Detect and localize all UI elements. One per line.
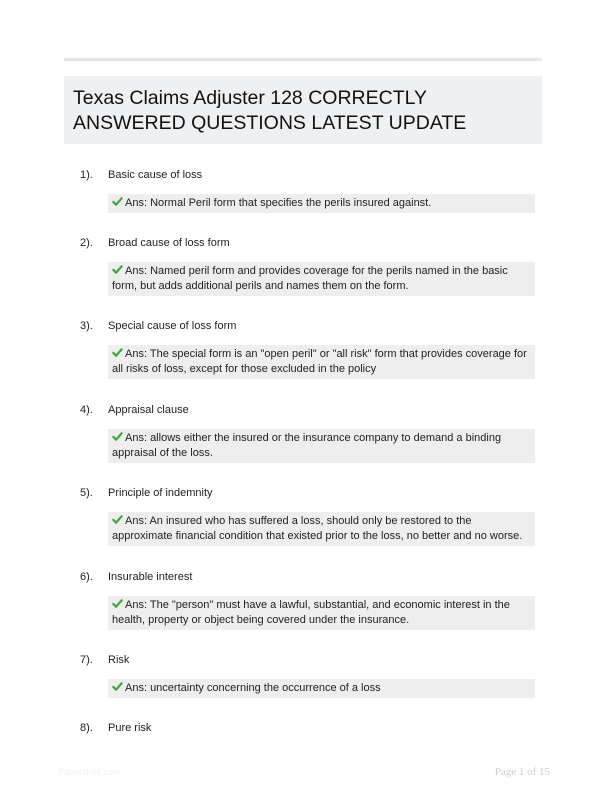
qa-item xyxy=(80,570,535,630)
answer-text: Ans: Normal Peril form that specifies the perils insured against. xyxy=(125,197,432,209)
qa-item xyxy=(80,486,535,546)
check-icon xyxy=(112,598,123,609)
question-number: 8). xyxy=(80,722,93,734)
question-row xyxy=(80,486,535,501)
question-row xyxy=(80,403,535,418)
question-number: 5). xyxy=(80,487,93,499)
answer-box xyxy=(108,345,535,379)
page-indicator: Page 1 of 15 xyxy=(494,766,550,778)
qa-item xyxy=(80,168,535,213)
question-text: Risk xyxy=(108,654,130,666)
answer-box xyxy=(108,429,535,463)
question-text: Special cause of loss form xyxy=(108,320,237,332)
answer-box xyxy=(108,262,535,296)
qa-item xyxy=(80,721,535,736)
document-title: Texas Claims Adjuster 128 CORRECTLY ANSWERED QUESTIONS LATEST UPDATE xyxy=(73,87,467,134)
answer-box xyxy=(108,679,535,698)
check-icon xyxy=(112,514,123,525)
question-number: 1). xyxy=(80,169,93,181)
check-icon xyxy=(112,264,123,275)
qa-item xyxy=(80,653,535,698)
question-number: 4). xyxy=(80,404,93,416)
question-number: 2). xyxy=(80,237,93,249)
question-row xyxy=(80,570,535,585)
check-icon xyxy=(112,431,123,442)
check-icon xyxy=(112,681,123,692)
answer-text: Ans: The special form is an "open peril" or "all risk" form that provides coverage for all risks of loss, except for those excluded in the policy xyxy=(112,348,527,375)
qa-item xyxy=(80,236,535,296)
question-text: Broad cause of loss form xyxy=(108,237,230,249)
question-row xyxy=(80,236,535,251)
qa-item xyxy=(80,403,535,463)
question-row xyxy=(80,168,535,183)
question-text: Appraisal clause xyxy=(108,404,189,416)
answer-box xyxy=(108,194,535,213)
check-icon xyxy=(112,347,123,358)
title-banner xyxy=(64,76,542,144)
question-text: Insurable interest xyxy=(108,571,193,583)
question-text: Pure risk xyxy=(108,722,152,734)
question-text: Principle of indemnity xyxy=(108,487,213,499)
qa-item xyxy=(80,319,535,379)
check-icon xyxy=(112,196,123,207)
question-number: 3). xyxy=(80,320,93,332)
question-number: 6). xyxy=(80,571,93,583)
answer-box xyxy=(108,596,535,630)
answer-box xyxy=(108,512,535,546)
question-number: 7). xyxy=(80,654,93,666)
answer-text: Ans: allows either the insured or the insurance company to demand a binding appraisal of the loss. xyxy=(112,432,502,459)
answer-text: Ans: An insured who has suffered a loss, should only be restored to the approximate financial condition that existed prior to the loss, no better and no worse. xyxy=(112,515,523,542)
question-row xyxy=(80,721,535,736)
question-row xyxy=(80,319,535,334)
footer-watermark: Papershelf.com xyxy=(58,767,121,777)
question-text: Basic cause of loss xyxy=(108,169,203,181)
answer-text: Ans: The "person" must have a lawful, substantial, and economic interest in the health, property or object being covered under the insurance. xyxy=(112,599,510,626)
answer-text: Ans: Named peril form and provides coverage for the perils named in the basic form, but adds additional perils and names them on the form. xyxy=(112,265,508,292)
question-row xyxy=(80,653,535,668)
answer-text: Ans: uncertainty concerning the occurrence of a loss xyxy=(125,682,381,694)
top-divider xyxy=(64,58,542,61)
